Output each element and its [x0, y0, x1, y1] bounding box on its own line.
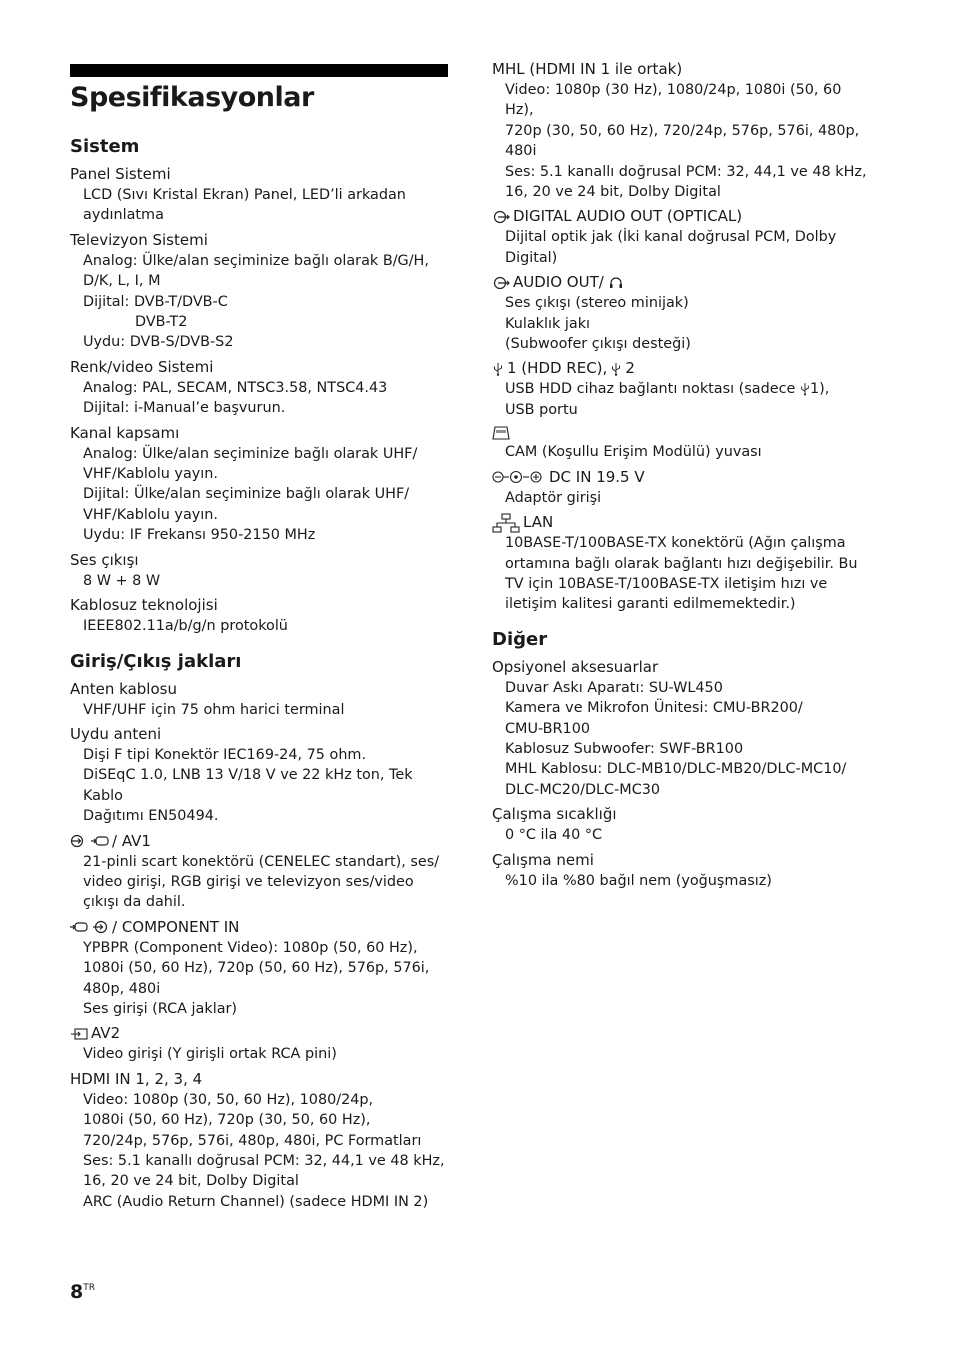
- title-bar: [70, 64, 448, 77]
- spec-item: [70, 1023, 452, 1064]
- spec-label: 1 (HDD REC),: [507, 359, 608, 378]
- spec-value: Analog: PAL, SECAM, NTSC3.58, NTSC4.43: [83, 379, 388, 396]
- spec-item: [492, 206, 870, 268]
- section-heading-diger: Diğer: [492, 628, 548, 650]
- spec-label: Kablosuz teknolojisi: [70, 596, 218, 615]
- spec-item: [492, 467, 870, 508]
- spec-value: Dijital optik jak (İki kanal doğrusal PCM, Dolby: [505, 229, 837, 246]
- spec-value: Duvar Askı Aparatı: SU-WL450: [505, 679, 723, 696]
- spec-label: Panel Sistemi: [70, 165, 171, 183]
- spec-value: 480p, 480i: [83, 980, 161, 997]
- usb-icon: [800, 382, 810, 396]
- section-heading-sistem: Sistem: [70, 136, 140, 157]
- lan-icon: [492, 513, 520, 533]
- spec-label: / AV1: [112, 831, 151, 850]
- spec-item: [492, 657, 870, 800]
- spec-label: MHL (HDMI IN 1 ile ortak): [492, 60, 683, 78]
- spec-item: [492, 804, 870, 845]
- spec-item: [70, 595, 452, 636]
- spec-label: Çalışma nemi: [492, 850, 594, 869]
- spec-value: VHF/Kablolu yayın.: [83, 466, 218, 483]
- spec-value: Video: 1080p (30, 50, 60 Hz), 1080/24p,: [83, 1091, 374, 1108]
- spec-item: [70, 230, 452, 353]
- video-input-icon: [91, 920, 109, 934]
- spec-item: [492, 512, 870, 615]
- spec-value: Ses: 5.1 kanallı doğrusal PCM: 32, 44,1 ve 48 kHz,: [505, 163, 867, 180]
- right-column: [492, 59, 870, 895]
- spec-value: Kamera ve Mikrofon Ünitesi: CMU-BR200/: [505, 700, 803, 717]
- section-heading-giris: Giriş/Çıkış jakları: [70, 650, 242, 672]
- spec-item: [492, 850, 870, 891]
- spec-value: YPBPR (Component Video): 1080p (50, 60 Hz),: [83, 939, 418, 956]
- spec-value: video girişi, RGB girişi ve televizyon ses/video: [83, 873, 414, 890]
- spec-value: Adaptör girişi: [505, 489, 602, 506]
- spec-value: Analog: Ülke/alan seçiminize bağlı olarak UHF/: [83, 445, 418, 462]
- spec-value: Uydu: IF Frekansı 950-2150 MHz: [83, 527, 316, 544]
- spec-value: USB portu: [505, 401, 578, 418]
- component-input-icon: [70, 920, 88, 934]
- spec-item: [492, 424, 870, 462]
- spec-value: Analog: Ülke/alan seçiminize bağlı olarak B/G/H,: [83, 252, 429, 269]
- spec-value: 1080i (50, 60 Hz), 720p (30, 50, 60 Hz),: [83, 1112, 371, 1129]
- spec-value: 8 W + 8 W: [83, 572, 161, 589]
- spec-label: Anten kablosu: [70, 679, 177, 698]
- spec-item: [70, 357, 452, 419]
- spec-value: 1080i (50, 60 Hz), 720p (50, 60 Hz), 576p, 576i,: [83, 960, 430, 977]
- spec-value: 1),: [809, 381, 830, 398]
- dc-polarity-icon: [492, 470, 546, 484]
- spec-value: aydınlatma: [83, 207, 164, 224]
- spec-value: MHL Kablosu: DLC-MB10/DLC-MB20/DLC-MC10/: [505, 761, 847, 778]
- spec-value: ortamına bağlı olarak bağlantı hızı değişebilir. Bu: [505, 555, 858, 572]
- spec-value: Video girişi (Y girişli ortak RCA pini): [83, 1046, 337, 1063]
- spec-item: [70, 724, 452, 827]
- spec-label: Uydu anteni: [70, 724, 162, 743]
- spec-value: Video: 1080p (30 Hz), 1080/24p, 1080i (50, 60 Hz),: [505, 82, 842, 119]
- spec-label-b: 2: [625, 359, 635, 378]
- spec-value: Dişi F tipi Konektör IEC169-24, 75 ohm.: [83, 746, 367, 763]
- left-column: [70, 136, 452, 1216]
- spec-value: TV için 10BASE-T/100BASE-TX iletişim hızı ve: [505, 575, 828, 592]
- spec-item: [492, 358, 870, 420]
- usb-icon: [610, 362, 622, 376]
- spec-label: Renk/video Sistemi: [70, 357, 214, 376]
- usb-icon: [492, 362, 504, 376]
- spec-value: DVB-T2: [135, 314, 188, 331]
- spec-value: 480i: [505, 143, 537, 160]
- spec-value: 16, 20 ve 24 bit, Dolby Digital: [83, 1173, 299, 1190]
- spec-label: Çalışma sıcaklığı: [492, 805, 617, 824]
- spec-value: çıkışı da dahil.: [83, 894, 186, 911]
- scart-input-icon: [70, 834, 88, 848]
- spec-value: Dijital: DVB-T/DVB-C: [83, 293, 228, 310]
- spec-label: Opsiyonel aksesuarlar: [492, 657, 659, 676]
- spec-value: Ses: 5.1 kanallı doğrusal PCM: 32, 44,1 ve 48 kHz,: [83, 1153, 445, 1169]
- audio-output-icon: [492, 276, 510, 290]
- spec-item: [70, 550, 452, 591]
- spec-label: DC IN 19.5 V: [549, 467, 645, 486]
- spec-value: Dijital: i-Manual’e başvurun.: [83, 400, 286, 417]
- spec-value: LCD (Sıvı Kristal Ekran) Panel, LED’li arkadan: [83, 187, 406, 203]
- spec-value: Kulaklık jakı: [505, 315, 591, 332]
- spec-value: 10BASE-T/100BASE-TX konektörü (Ağın çalışma: [505, 535, 846, 552]
- spec-item: [492, 59, 870, 202]
- spec-value: CMU-BR100: [505, 720, 591, 737]
- spec-value: 16, 20 ve 24 bit, Dolby Digital: [505, 184, 721, 201]
- spec-label: LAN: [523, 513, 554, 532]
- page-title: Spesifikasyonlar: [70, 82, 314, 113]
- spec-value: Uydu: DVB-S/DVB-S2: [83, 334, 234, 351]
- spec-label: AUDIO OUT/: [513, 273, 604, 292]
- spec-value: Ses çıkışı (stereo minijak): [505, 295, 689, 312]
- spec-value: 0 °C ila 40 °C: [505, 827, 603, 844]
- spec-item: [70, 1069, 452, 1212]
- spec-value: 720p (30, 50, 60 Hz), 720/24p, 576p, 576i, 480p,: [505, 122, 860, 139]
- spec-item: [492, 272, 870, 354]
- spec-label: Ses çıkışı: [70, 550, 139, 569]
- spec-label: AV2: [91, 1024, 121, 1043]
- spec-value: iletişim kalitesi garanti edilmemektedir.): [505, 596, 796, 613]
- spec-value: 720/24p, 576p, 576i, 480p, 480i, PC Formatları: [83, 1132, 422, 1149]
- page-suffix: TR: [83, 1283, 95, 1293]
- spec-value: VHF/UHF için 75 ohm harici terminal: [83, 701, 345, 718]
- spec-label: HDMI IN 1, 2, 3, 4: [70, 1069, 203, 1088]
- spec-value: D/K, L, I, M: [83, 273, 161, 290]
- spec-value: Kablosuz Subwoofer: SWF-BR100: [505, 740, 744, 757]
- spec-value: (Subwoofer çıkışı desteği): [505, 336, 691, 353]
- audio-output-icon: [492, 210, 510, 224]
- spec-label: Kanal kapsamı: [70, 423, 180, 442]
- spec-value: DLC-MC20/DLC-MC30: [505, 781, 661, 798]
- spec-value: Dijital: Ülke/alan seçiminize bağlı olarak UHF/: [83, 486, 410, 503]
- spec-value: DiSEqC 1.0, LNB 13 V/18 V ve 22 kHz ton, Tek Kablo: [83, 767, 413, 804]
- spec-value: Ses girişi (RCA jaklar): [83, 1000, 238, 1017]
- spec-item: [70, 679, 452, 720]
- cam-slot-icon: [492, 424, 510, 442]
- spec-item: [70, 423, 452, 546]
- input-icon: [70, 1027, 88, 1041]
- spec-value: Dağıtımı EN50494.: [83, 808, 219, 825]
- spec-item: [70, 917, 452, 1020]
- spec-value: VHF/Kablolu yayın.: [83, 506, 218, 523]
- page-number: $8^{TR}$: [70, 1281, 95, 1303]
- spec-label: Televizyon Sistemi: [70, 230, 208, 249]
- spec-value: %10 ila %80 bağıl nem (yoğuşmasız): [505, 872, 772, 889]
- spec-value: Digital): [505, 249, 558, 266]
- spec-value: CAM (Koşullu Erişim Modülü) yuvası: [505, 444, 762, 461]
- spec-label: DIGITAL AUDIO OUT (OPTICAL): [513, 207, 743, 226]
- spec-value: ARC (Audio Return Channel) (sadece HDMI IN 2): [83, 1193, 429, 1210]
- spec-label: / COMPONENT IN: [112, 917, 240, 936]
- spec-value: IEEE802.11a/b/g/n protokolü: [83, 618, 288, 635]
- spec-item: [70, 164, 452, 226]
- spec-value: 21-pinli scart konektörü (CENELEC standart), ses/: [83, 853, 440, 870]
- spec-value: USB HDD cihaz bağlantı noktası (sadece: [505, 381, 796, 398]
- scart-output-icon: [91, 834, 109, 848]
- headphones-icon: [607, 276, 625, 290]
- spec-item: [70, 831, 452, 913]
